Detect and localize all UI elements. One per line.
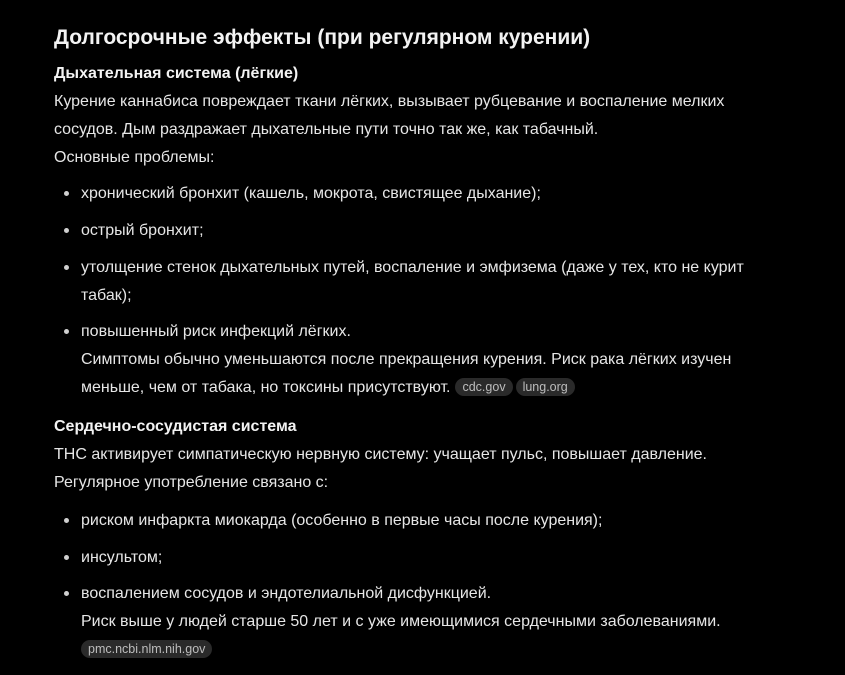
- bullet-icon: [64, 191, 69, 196]
- source-chip-pmc[interactable]: pmc.ncbi.nlm.nih.gov: [81, 640, 212, 658]
- list-item-text: риском инфаркта миокарда (особенно в первые часы после курения);: [81, 512, 603, 529]
- bullet-icon: [64, 228, 69, 233]
- source-chip-cdc[interactable]: cdc.gov: [455, 378, 512, 396]
- list-item-text: хронический бронхит (кашель, мокрота, свистящее дыхание);: [81, 185, 541, 202]
- list-item-text: Риск выше у людей старше 50 лет и с уже имеющимися сердечными заболеваниями.: [81, 613, 721, 630]
- list-item-text: инсультом;: [81, 549, 163, 566]
- bullet-icon: [64, 329, 69, 334]
- list-item-text-with-sources: [81, 374, 731, 402]
- list-item-text: повышенный риск инфекций лёгких.: [81, 323, 351, 340]
- bullet-icon: [64, 265, 69, 270]
- paragraph-cardiovascular: [54, 441, 814, 497]
- list-item-text: табак);: [81, 287, 132, 304]
- subheading-respiratory: Дыхательная система (лёгкие): [54, 65, 299, 82]
- list-item-text: утолщение стенок дыхательных путей, воспаление и эмфизема (даже у тех, кто не курит: [81, 259, 744, 276]
- bullet-icon: [64, 518, 69, 523]
- section-title: Долгосрочные эффекты (при регулярном курении): [54, 26, 591, 49]
- paragraph-respiratory: [54, 88, 814, 172]
- paragraph-line: Регулярное употребление связано с:: [54, 474, 329, 491]
- paragraph-line: THC активирует симпатическую нервную систему: учащает пульс, повышает давление.: [54, 446, 707, 463]
- list-item-text: меньше, чем от табака, но токсины присутствуют.: [81, 379, 451, 396]
- source-chip-lung[interactable]: lung.org: [516, 378, 575, 396]
- subheading-cardiovascular: Сердечно-сосудистая система: [54, 418, 297, 435]
- bullet-icon: [64, 591, 69, 596]
- sources-line: [81, 636, 721, 664]
- paragraph-line: Курение каннабиса повреждает ткани лёгких, вызывает рубцевание и воспаление мелких: [54, 93, 725, 110]
- paragraph-line: Основные проблемы:: [54, 149, 215, 166]
- paragraph-line: сосудов. Дым раздражает дыхательные пути точно так же, как табачный.: [54, 121, 599, 138]
- list-item-text: острый бронхит;: [81, 222, 204, 239]
- list-item-text: Симптомы обычно уменьшаются после прекращения курения. Риск рака лёгких изучен: [81, 351, 732, 368]
- bullet-icon: [64, 555, 69, 560]
- list-item-text: воспалением сосудов и эндотелиальной дисфункцией.: [81, 585, 492, 602]
